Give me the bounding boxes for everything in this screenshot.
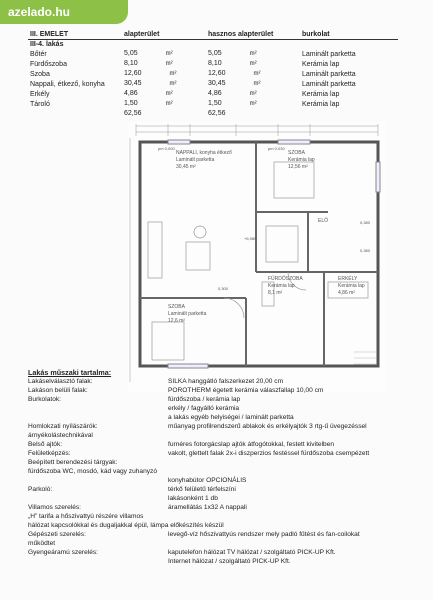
area-table-row [28, 49, 398, 59]
header-area: alapterület [122, 30, 206, 40]
area-table-header [28, 30, 398, 40]
spec-key: Villamos szerelés: [28, 504, 82, 511]
room-area [122, 109, 206, 118]
spec-value: SILKA hanggátló falszerkezet 20,00 cm [168, 378, 284, 385]
unit-label: m² [165, 51, 173, 57]
spec-row [28, 431, 408, 440]
spec-text: működtet [28, 540, 56, 547]
unit-label: m² [165, 91, 173, 97]
room-label: SZOBA [288, 150, 305, 156]
spec-value: levegő-víz hőszivattyús rendszer mely padló fűtést és fan-coilokat [168, 531, 360, 538]
room-area: 12,56 m² [288, 164, 308, 170]
unit-label: m² [249, 91, 257, 97]
room-label: NAPPALI, konyha étkező [176, 150, 232, 156]
spec-row [28, 413, 408, 422]
room-usable-area [206, 109, 300, 118]
room-name: Bőtér [30, 50, 47, 58]
spec-value: térkő felületű térfelszíni [168, 486, 236, 493]
spec-key: Burkolatok: [28, 396, 61, 403]
level-mark: +6,980 [244, 236, 257, 241]
area-table-row [28, 89, 398, 99]
room-usable-area-value: 5,05 [208, 50, 222, 57]
room-area-value: 62,56 [124, 110, 142, 117]
spec-text: hálózat kapcsolókkal és dugaljakkal épül, lámpa előkészítés készül [28, 522, 224, 529]
spec-value: fürdőszoba / kerámia lap [168, 396, 241, 403]
room-usable-area-value: 4,86 [208, 90, 222, 97]
room-sub: Kerámia lap [338, 283, 365, 289]
spec-value: műanyag profilrendszerű ablakok és erkélyajtók 3 rtg-ű üvegezéssel [168, 423, 367, 430]
spec-text: fürdőszoba WC, mosdó, kád vagy zuhanyzó [28, 468, 158, 475]
room-area-value: 1,50 [124, 100, 138, 107]
header-usable: hasznos alapterület [206, 30, 300, 40]
spec-key: Belső ajtók: [28, 441, 63, 448]
room-area [122, 89, 206, 99]
room-usable-area [206, 79, 300, 89]
level-mark: 0,380 [360, 220, 371, 225]
area-table-row [28, 59, 398, 69]
unit-label: m² [249, 101, 257, 107]
room-area-value: 12,60 [124, 70, 142, 77]
spec-text: árnyékolástechnikával [28, 432, 93, 439]
room-name: Szoba [30, 70, 50, 78]
unit-label: m² [249, 51, 257, 57]
spec-row [28, 557, 408, 566]
room-flooring: Kerámia lap [302, 100, 340, 108]
room-flooring: Kerámia lap [302, 90, 340, 98]
spec-row [28, 458, 408, 467]
room-area [122, 99, 206, 109]
spec-value: kaputelefon hálózat TV hálózat / szolgáltató PICK-UP Kft. [168, 549, 336, 556]
room-flooring [300, 109, 398, 118]
unit-label: m² [165, 101, 173, 107]
technical-spec [28, 368, 408, 566]
room-name: Fürdőszoba [30, 60, 67, 68]
spec-key [28, 413, 168, 422]
room-sub: Laminált parketta [168, 311, 207, 317]
spec-row [28, 467, 408, 476]
room-area [122, 59, 206, 69]
room-area [122, 79, 206, 89]
level-mark: 0,380 [360, 248, 371, 253]
room-label: SZOBA [168, 304, 185, 310]
spec-key [28, 404, 168, 413]
room-area-value: 30,45 [124, 80, 142, 87]
spec-row [28, 548, 408, 557]
area-table-row [28, 99, 398, 109]
room-flooring: Laminált parketta [302, 70, 356, 78]
room-area: 30,45 m² [176, 164, 196, 170]
apartment-row [28, 40, 398, 50]
spec-value: furnéres fotorgácslap ajtók átfogótokkal, festett kivitelben [168, 441, 335, 448]
spec-row [28, 503, 408, 512]
spec-row [28, 476, 408, 485]
level-mark: pm 0,030 [268, 146, 285, 151]
unit-label: m² [165, 61, 173, 67]
header-floor: III. EMELET [28, 30, 122, 40]
room-area-value: 5,05 [124, 50, 138, 57]
room-label: ELŐ [318, 218, 329, 224]
spec-row [28, 494, 408, 503]
spec-key [28, 557, 168, 566]
area-table-row [28, 79, 398, 89]
room-flooring: Kerámia lap [302, 60, 340, 68]
unit-label: m² [253, 71, 261, 77]
room-area: 4,86 m² [338, 290, 355, 296]
spec-key: Felületképzés: [28, 450, 71, 457]
room-area: 8,1 m² [268, 290, 283, 296]
area-table-row [28, 69, 398, 79]
room-label: ERKÉLY [338, 276, 358, 282]
room-usable-area [206, 59, 300, 69]
spec-value: vakolt, glettelt falak 2x-i diszperzios festéssel fürdőszoba csempézett [168, 450, 370, 457]
spec-row [28, 521, 408, 530]
room-area [122, 49, 206, 59]
room-usable-area-value: 12,60 [208, 70, 226, 77]
unit-label: m² [169, 81, 177, 87]
spec-value: áramellátás 1x32 A nappali [168, 504, 247, 511]
spec-list [28, 377, 408, 566]
spec-title: Lakás műszaki tartalma: [28, 368, 112, 377]
room-sub: Laminált parketta [176, 157, 215, 163]
header-flooring: burkolat [300, 30, 398, 40]
spec-row [28, 485, 408, 494]
unit-label: m² [249, 61, 257, 67]
room-flooring: Laminált parketta [302, 50, 356, 58]
spec-row [28, 539, 408, 548]
spec-value: konyhabútor OPCIONÁLIS [168, 477, 247, 484]
spec-row [28, 440, 408, 449]
area-table-row [28, 109, 398, 118]
spec-value: POROTHERM égetett kerámia válaszfallap 10,00 cm [168, 387, 324, 394]
spec-row [28, 395, 408, 404]
floor-plan [128, 122, 386, 392]
spec-row [28, 512, 408, 521]
spec-key: Gyengeáramú szerelés: [28, 549, 99, 556]
room-usable-area [206, 69, 300, 79]
spec-key [28, 476, 168, 485]
room-usable-area-value: 62,56 [208, 110, 226, 117]
room-usable-area-value: 30,45 [208, 80, 226, 87]
spec-row [28, 386, 408, 395]
site-watermark: azelado.hu [0, 0, 128, 24]
apartment-label: III-4. lakás [30, 41, 64, 48]
room-name [28, 109, 122, 118]
spec-value: a lakás egyéb helyiségei / laminált parketta [168, 414, 294, 421]
room-area-value: 4,86 [124, 90, 138, 97]
spec-value: Internet hálózat / szolgáltató PICK-UP Kft. [168, 558, 291, 565]
room-usable-area [206, 99, 300, 109]
spec-sheet [28, 30, 408, 600]
room-usable-area [206, 89, 300, 99]
spec-text: „H” tarifa a hőszivattyú részére villamos [28, 513, 144, 520]
area-table [28, 30, 398, 118]
room-sub: Kerámia lap [268, 283, 295, 289]
spec-key: Homlokzati nyílászárók: [28, 423, 98, 430]
spec-row [28, 404, 408, 413]
spec-row [28, 449, 408, 458]
room-usable-area-value: 1,50 [208, 100, 222, 107]
spec-row [28, 377, 408, 386]
room-sub: Kerámia lap [288, 157, 315, 163]
spec-key: Parkoló: [28, 486, 53, 493]
room-area-value: 8,10 [124, 60, 138, 67]
spec-row [28, 422, 408, 431]
spec-value: lakásonként 1 db [168, 495, 218, 502]
unit-label: m² [253, 81, 261, 87]
spec-row [28, 530, 408, 539]
spec-key: Lakáselválasztó falak: [28, 378, 93, 385]
room-area [122, 69, 206, 79]
spec-key: Gépészeti szerelés: [28, 531, 86, 538]
spec-text: Beépített berendezési tárgyak: [28, 459, 118, 466]
room-label: FÜRDŐSZOBA [268, 276, 303, 282]
level-mark: 0,300 [218, 286, 229, 291]
room-area: 12,6 m² [168, 318, 185, 324]
room-usable-area [206, 49, 300, 59]
room-name: Tároló [30, 100, 50, 108]
room-name: Nappali, étkező, konyha [30, 80, 105, 88]
unit-label: m² [169, 71, 177, 77]
spec-key [28, 494, 168, 503]
level-mark: pm 0,000 [158, 146, 175, 151]
spec-value: erkély / fagyálló kerámia [168, 405, 240, 412]
room-usable-area-value: 8,10 [208, 60, 222, 67]
room-flooring: Laminált parketta [302, 80, 356, 88]
room-name: Erkély [30, 90, 50, 98]
spec-key: Lakáson belüli falak: [28, 387, 88, 394]
